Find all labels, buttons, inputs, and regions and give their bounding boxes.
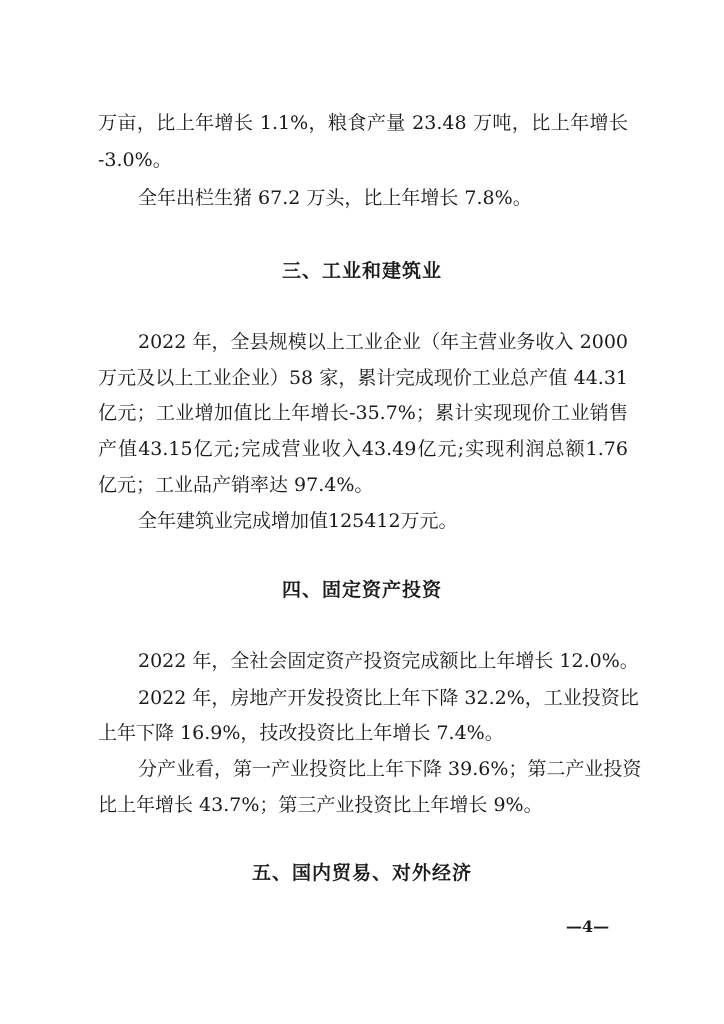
paragraph-line: 万亩，比上年增长 1.1%，粮食产量 23.48 万吨，比上年增长 [98, 112, 628, 134]
paragraph-line: -3.0%。 [98, 149, 172, 171]
paragraph-line: 全年建筑业完成增加值125412万元。 [138, 510, 458, 532]
paragraph-line: 2022 年，房地产开发投资比上年下降 32.2%，工业投资比 [138, 687, 639, 709]
paragraph-line: 分产业看，第一产业投资比上年下降 39.6%；第二产业投资 [138, 758, 642, 780]
paragraph-line: 2022 年，全县规模以上工业企业（年主营业务收入 2000 [138, 331, 628, 353]
page-number: —4— [566, 917, 610, 936]
paragraph-line: 全年出栏生猪 67.2 万头，比上年增长 7.8%。 [138, 187, 532, 209]
paragraph-line: 亿元；工业品产销率达 97.4%。 [98, 474, 374, 496]
paragraph-line: 亿元；工业增加值比上年增长-35.7%；累计实现现价工业销售 [98, 402, 628, 424]
paragraph-line: 比上年增长 43.7%；第三产业投资比上年增长 9%。 [98, 794, 543, 816]
section-heading-trade: 五、国内贸易、对外经济 [251, 862, 472, 884]
paragraph-line: 产值43.15亿元;完成营业收入43.49亿元;实现利润总额1.76 [98, 438, 628, 460]
paragraph-line: 上年下降 16.9%，技改投资比上年增长 7.4%。 [98, 722, 504, 744]
paragraph-line: 2022 年，全社会固定资产投资完成额比上年增长 12.0%。 [138, 650, 639, 672]
section-heading-industry: 三、工业和建筑业 [281, 260, 442, 282]
paragraph-line: 万元及以上工业企业）58 家，累计完成现价工业总产值 44.31 [98, 367, 628, 389]
section-heading-fixed-asset-investment: 四、固定资产投资 [281, 579, 442, 601]
